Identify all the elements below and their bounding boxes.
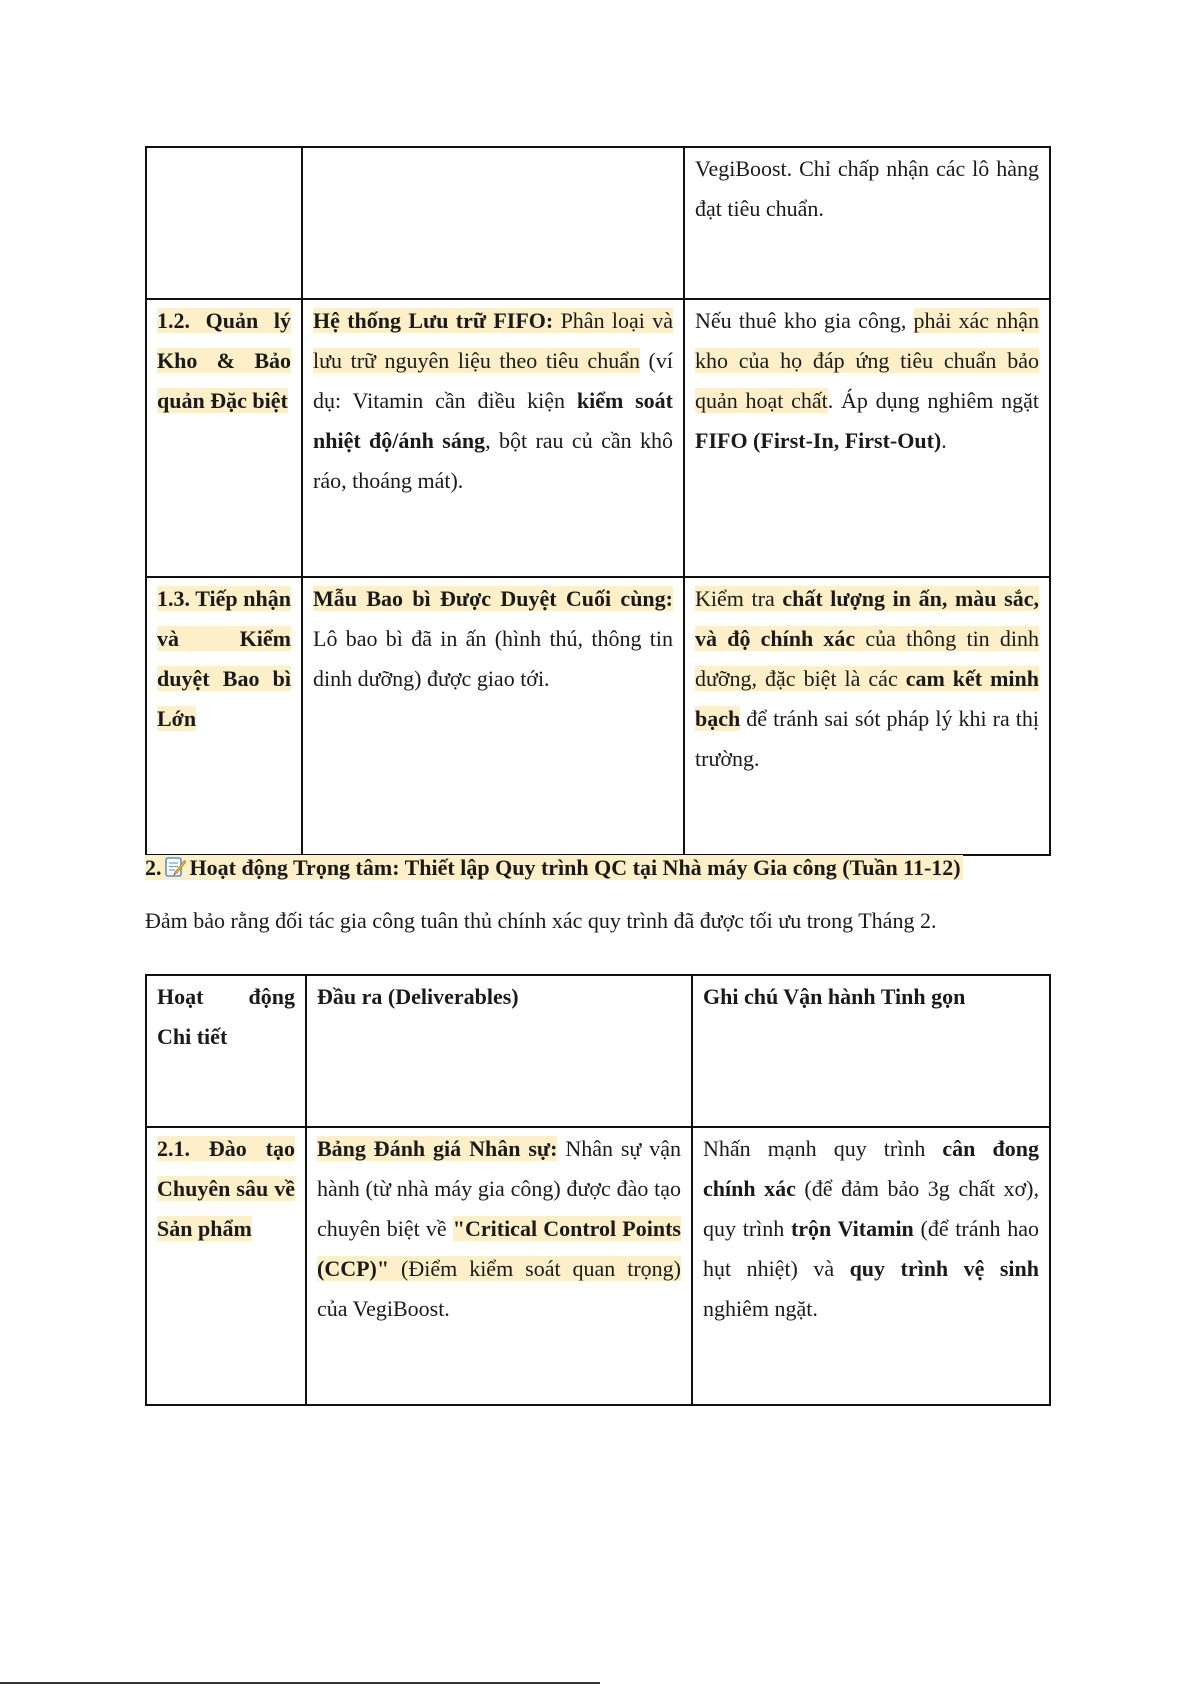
table-header-activity: Hoạt động Chi tiết — [146, 975, 306, 1127]
table-header-note: Ghi chú Vận hành Tinh gọn — [692, 975, 1050, 1127]
table-cell-activity — [146, 1127, 306, 1405]
table-cell-note: VegiBoost. Chỉ chấp nhận các lô hàng đạt tiêu chuẩn. — [684, 147, 1050, 299]
section-intro: Đảm bảo rằng đối tác gia công tuân thủ chính xác quy trình đã được tối ưu trong Tháng 2. — [145, 908, 937, 933]
section-title: Hoạt động Trọng tâm: Thiết lập Quy trình QC tại Nhà máy Gia công (Tuần 11-12) — [189, 855, 961, 880]
table-row — [146, 1127, 1050, 1405]
table-cell-note: Nhấn mạnh quy trình cân đong chính xác (để đảm bảo 3g chất xơ), quy trình trộn Vitamin (để tránh hao hụt nhiệt) và quy trình vệ sinh nghiêm ngặt. — [692, 1127, 1050, 1405]
table-header-row — [146, 975, 1050, 1127]
table-cell-note: Kiểm tra chất lượng in ấn, màu sắc, và độ chính xác của thông tin dinh dưỡng, đặc biệt là các cam kết minh bạch để tránh sai sót pháp lý khi ra thị trường. — [684, 577, 1050, 855]
table-row — [146, 147, 1050, 299]
section-number: 2. — [145, 855, 162, 880]
section-heading — [145, 853, 963, 883]
activity-title: 2.1. Đào tạo Chuyên sâu về Sản phẩm — [157, 1136, 295, 1241]
table-cell-deliverable: Bảng Đánh giá Nhân sự: Nhân sự vận hành (từ nhà máy gia công) được đào tạo chuyên biệt về "Critical Control Points (CCP)" (Điểm kiểm soát quan trọng) của VegiBoost. — [306, 1127, 692, 1405]
table-row — [146, 299, 1050, 577]
activity-title: 1.2. Quản lý Kho & Bảo quản Đặc biệt — [157, 308, 291, 413]
activities-table-1 — [145, 146, 1051, 856]
table-cell-deliverable: Mẫu Bao bì Được Duyệt Cuối cùng: Lô bao bì đã in ấn (hình thú, thông tin dinh dưỡng) được giao tới. — [302, 577, 684, 855]
table-cell-activity — [146, 147, 302, 299]
footer-divider — [0, 1682, 600, 1684]
activities-table-2 — [145, 974, 1051, 1406]
table-cell-activity — [146, 577, 302, 855]
table-header-deliverable: Đầu ra (Deliverables) — [306, 975, 692, 1127]
table-row — [146, 577, 1050, 855]
table-cell-activity — [146, 299, 302, 577]
table-cell-note: Nếu thuê kho gia công, phải xác nhận kho của họ đáp ứng tiêu chuẩn bảo quản hoạt chất. Áp dụng nghiêm ngặt FIFO (First-In, First-Out). — [684, 299, 1050, 577]
table-cell-deliverable: Hệ thống Lưu trữ FIFO: Phân loại và lưu trữ nguyên liệu theo tiêu chuẩn (ví dụ: Vitamin cần điều kiện kiểm soát nhiệt độ/ánh sáng, bột rau củ cần khô ráo, thoáng mát). — [302, 299, 684, 577]
memo-icon — [164, 856, 186, 878]
table-cell-deliverable — [302, 147, 684, 299]
activity-title: 1.3. Tiếp nhận và Kiểm duyệt Bao bì Lớn — [157, 586, 291, 731]
